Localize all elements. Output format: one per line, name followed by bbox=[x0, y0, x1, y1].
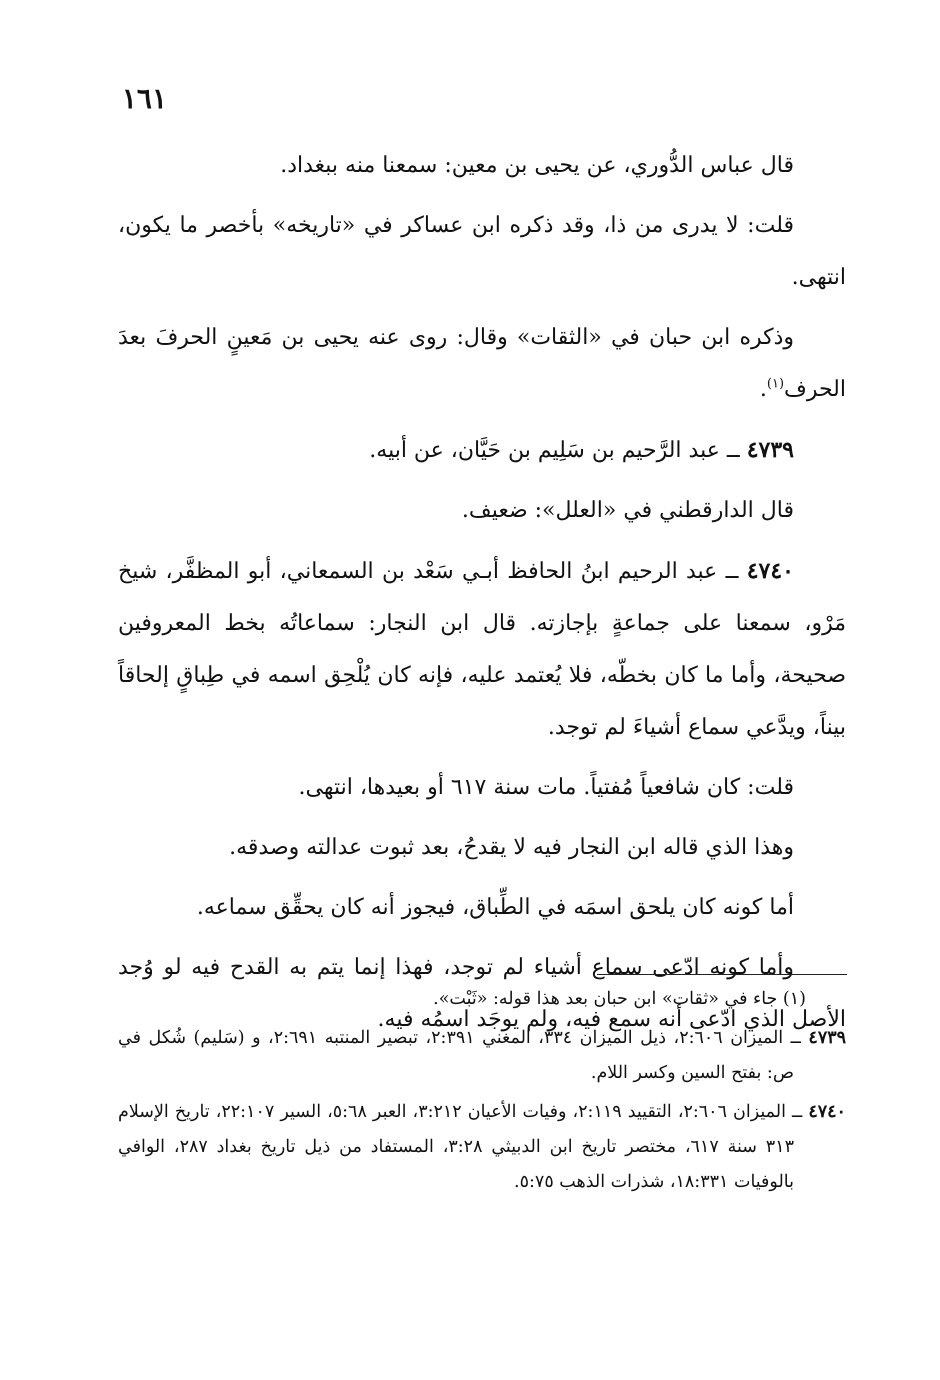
entry-4739-number: ٤٧٣٩ bbox=[746, 437, 794, 463]
source-4740-text: ــ الميزان ٢:٦٠٦، التقييد ٢:١١٩، وفيات الأعيان ٣:٢١٢، العبر ٥:٦٨، السير ٢٢:١٠٧، تاريخ الإسلام ٣١٣ سنة ٦١٧، مختصر تاريخ ابن الدبيثي ٣:٢٨، المستفاد من ذيل تاريخ بغداد ٢٨٧، الوافي بالوفيات ١٨:٣٣١، شذرات الذهب ٥:٧٥. bbox=[118, 1102, 809, 1192]
ibn-hibban-end: . bbox=[759, 377, 767, 402]
footnotes bbox=[118, 982, 846, 1204]
footnote-ref-1: (١) bbox=[766, 376, 785, 392]
source-4739-text: ــ الميزان ٢:٦٠٦، ذيل الميزان ٣٣٤، المغني ٢:٣٩١، تبصير المنتبه ٢:٦٩١، و (سَليم) شُكل في ص: بفتح السين وكسر اللام. bbox=[118, 1028, 809, 1083]
paragraph-qult-1: قلت: لا يدرى من ذا، وقد ذكره ابن عساكر في «تاريخه» بأخصر ما يكون، انتهى. bbox=[118, 213, 846, 290]
paragraph-daraqutni: قال الدارقطني في «العلل»: ضعيف. bbox=[461, 498, 794, 523]
footnote-1: (١) جاء في «ثقات» ابن حبان بعد هذا قوله: «ثَبْت». bbox=[433, 989, 806, 1009]
source-4739-number: ٤٧٣٩ bbox=[808, 1028, 847, 1048]
main-text bbox=[118, 140, 846, 1054]
paragraph-qult-2: قلت: كان شافعياً مُفتياً. مات سنة ٦١٧ أو بعيدها، انتهى. bbox=[298, 775, 794, 800]
source-4740-number: ٤٧٤٠ bbox=[808, 1102, 846, 1122]
entry-4740-number: ٤٧٤٠ bbox=[746, 558, 794, 584]
entry-4740-text: ــ عبد الرحيم ابنُ الحافظ أبـي سَعْد بن السمعاني، أبو المظفَّر، شيخ مَرْو، سمعنا على جماعةٍ بإجازته. قال ابن النجار: سماعاتُه بخط المعروفين صحيحة، وأما ما كان بخطّه، فلا يُعتمد عليه، فإنه كان يُلْحِق اسمه في طِباقٍ إلحاقاً بيناً، ويدَّعي سماع أشياءَ لم توجد. bbox=[118, 559, 846, 740]
paragraph-ibn-hibban bbox=[118, 312, 846, 416]
paragraph-hadha: وهذا الذي قاله ابن النجار فيه لا يقدحُ، بعد ثبوت عدالته وصدقه. bbox=[229, 835, 794, 860]
source-4739 bbox=[118, 1021, 846, 1091]
paragraph-abbas: قال عباس الدُّوري، عن يحيى بن معين: سمعنا منه ببغداد. bbox=[280, 153, 794, 178]
source-4740 bbox=[118, 1095, 846, 1200]
paragraph-amma-1: أما كونه كان يلحق اسمَه في الطِّباق، فيجوز أنه كان يحقِّق سماعه. bbox=[196, 895, 794, 920]
entry-4739-text: ــ عبد الرَّحيم بن سَلِيم بن حَيَّان، عن أبيه. bbox=[369, 438, 747, 463]
paragraph-amma-2: وأما كونه ادّعى سماع أشياء لم توجد، فهذا إنما يتم به القدح فيه لو وُجد الأصل الذي ادّعى أنه سمع فيه، ولم يوجَد اسمُه فيه. bbox=[118, 955, 846, 1032]
ibn-hibban-text: وذكره ابن حبان في «الثقات» وقال: روى عنه يحيى بن مَعينٍ الحرفَ بعدَ الحرف bbox=[118, 325, 846, 402]
entry-4740 bbox=[118, 545, 846, 754]
entry-4739 bbox=[118, 424, 846, 477]
footnote-divider bbox=[597, 974, 847, 975]
page-number: ١٦١ bbox=[121, 82, 167, 115]
